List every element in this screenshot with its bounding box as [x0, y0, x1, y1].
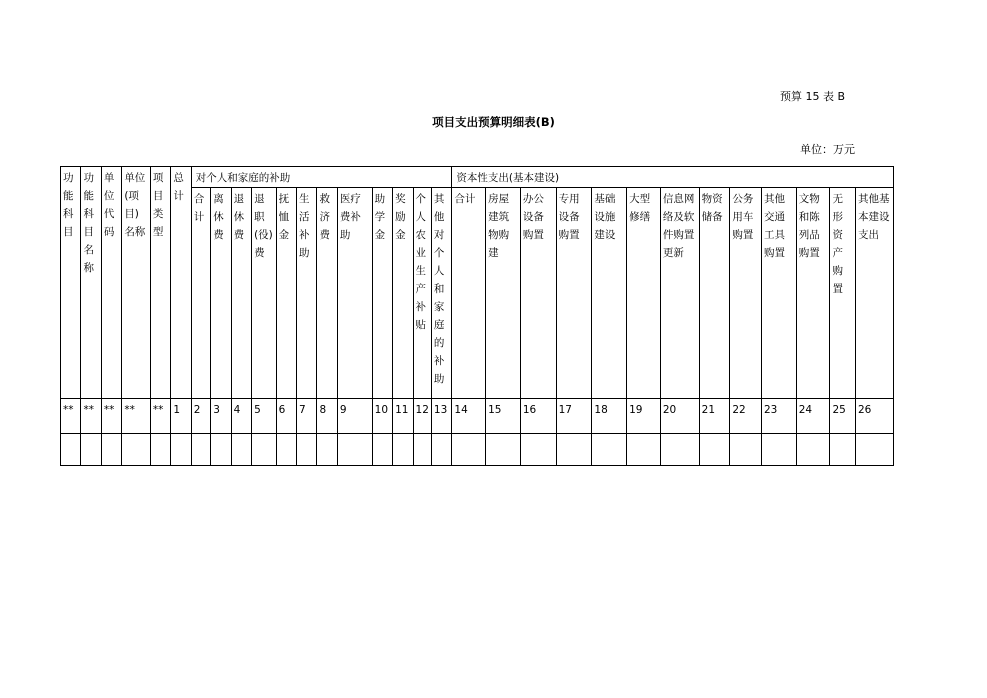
data-cell[interactable] [297, 434, 317, 466]
number-cell: 13 [431, 399, 452, 434]
header-cell: 单位代码 [101, 167, 121, 399]
number-cell: 4 [231, 399, 251, 434]
number-cell: 26 [856, 399, 894, 434]
data-cell[interactable] [452, 434, 486, 466]
number-cell: 21 [699, 399, 730, 434]
number-cell: 15 [486, 399, 521, 434]
subheader-cell: 离休费 [211, 188, 231, 399]
number-cell: 10 [372, 399, 392, 434]
data-cell[interactable] [856, 434, 894, 466]
data-cell[interactable] [252, 434, 277, 466]
subheader-cell: 其他对个人和家庭的补助 [431, 188, 452, 399]
subheader-cell: 信息网络及软件购置更新 [660, 188, 699, 399]
number-cell: 1 [171, 399, 191, 434]
number-cell: 9 [337, 399, 372, 434]
data-cell[interactable] [520, 434, 556, 466]
group-header-personal-subsidy: 对个人和家庭的补助 [191, 167, 452, 188]
number-cell: 2 [191, 399, 210, 434]
subheader-cell: 公务用车购置 [730, 188, 762, 399]
subheader-cell: 专用设备购置 [556, 188, 592, 399]
subheader-cell: 合计 [452, 188, 486, 399]
number-cell: 3 [211, 399, 231, 434]
header-cell: 功能科目名称 [81, 167, 101, 399]
subheader-cell: 房屋建筑物购建 [486, 188, 521, 399]
data-cell[interactable] [699, 434, 730, 466]
header-cell: 功能科目 [61, 167, 81, 399]
data-cell[interactable] [592, 434, 627, 466]
data-cell[interactable] [431, 434, 452, 466]
subheader-cell: 物资储备 [699, 188, 730, 399]
data-cell[interactable] [171, 434, 191, 466]
subheader-cell: 个人农业生产补贴 [413, 188, 431, 399]
data-cell[interactable] [317, 434, 337, 466]
subheader-cell: 助学金 [372, 188, 392, 399]
data-cell[interactable] [337, 434, 372, 466]
data-cell[interactable] [796, 434, 830, 466]
column-number-row [61, 399, 894, 434]
data-cell[interactable] [122, 434, 151, 466]
number-cell: ** [101, 399, 121, 434]
data-cell[interactable] [191, 434, 210, 466]
number-cell: ** [81, 399, 101, 434]
subheader-cell: 生活补助 [297, 188, 317, 399]
subheader-cell: 其他基本建设支出 [856, 188, 894, 399]
form-number: 预算 15 表 B [780, 90, 846, 103]
data-cell[interactable] [231, 434, 251, 466]
data-cell[interactable] [101, 434, 121, 466]
number-cell: ** [122, 399, 151, 434]
subheader-cell: 救济费 [317, 188, 337, 399]
subheader-cell: 抚恤金 [276, 188, 296, 399]
number-cell: 14 [452, 399, 486, 434]
subheader-cell: 合计 [191, 188, 210, 399]
number-cell: 8 [317, 399, 337, 434]
number-cell: 6 [276, 399, 296, 434]
number-cell: 11 [393, 399, 413, 434]
number-cell: 7 [297, 399, 317, 434]
number-cell: 19 [627, 399, 661, 434]
data-cell[interactable] [660, 434, 699, 466]
number-cell: ** [150, 399, 170, 434]
data-cell[interactable] [730, 434, 762, 466]
number-cell: 22 [730, 399, 762, 434]
number-cell: 5 [252, 399, 277, 434]
budget-table [60, 166, 894, 466]
unit-label: 单位：万元 [800, 143, 855, 156]
blank-data-row [61, 434, 894, 466]
data-cell[interactable] [372, 434, 392, 466]
group-header-capital-expenditure: 资本性支出(基本建设) [452, 167, 894, 188]
number-cell: 17 [556, 399, 592, 434]
data-cell[interactable] [81, 434, 101, 466]
page-title: 项目支出预算明细表(B) [432, 115, 555, 129]
data-cell[interactable] [486, 434, 521, 466]
number-cell: ** [61, 399, 81, 434]
header-cell: 单位(项目)名称 [122, 167, 151, 399]
data-cell[interactable] [413, 434, 431, 466]
subheader-cell: 奖励金 [393, 188, 413, 399]
number-cell: 12 [413, 399, 431, 434]
data-cell[interactable] [211, 434, 231, 466]
subheader-cell: 大型修缮 [627, 188, 661, 399]
number-cell: 18 [592, 399, 627, 434]
subheader-cell: 退职(役)费 [252, 188, 277, 399]
number-cell: 24 [796, 399, 830, 434]
data-cell[interactable] [276, 434, 296, 466]
subheader-cell: 退休费 [231, 188, 251, 399]
data-cell[interactable] [830, 434, 856, 466]
number-cell: 16 [520, 399, 556, 434]
subheader-cell: 基础设施建设 [592, 188, 627, 399]
data-cell[interactable] [393, 434, 413, 466]
number-cell: 20 [660, 399, 699, 434]
subheader-cell: 办公设备购置 [520, 188, 556, 399]
subheader-cell: 无形资产购置 [830, 188, 856, 399]
header-cell: 总计 [171, 167, 191, 399]
data-cell[interactable] [61, 434, 81, 466]
number-cell: 25 [830, 399, 856, 434]
data-cell[interactable] [556, 434, 592, 466]
header-cell: 项目类型 [150, 167, 170, 399]
data-cell[interactable] [150, 434, 170, 466]
subheader-cell: 医疗费补助 [337, 188, 372, 399]
subheader-cell: 文物和陈列品购置 [796, 188, 830, 399]
number-cell: 23 [762, 399, 797, 434]
data-cell[interactable] [627, 434, 661, 466]
data-cell[interactable] [762, 434, 797, 466]
subheader-cell: 其他交通工具购置 [762, 188, 797, 399]
